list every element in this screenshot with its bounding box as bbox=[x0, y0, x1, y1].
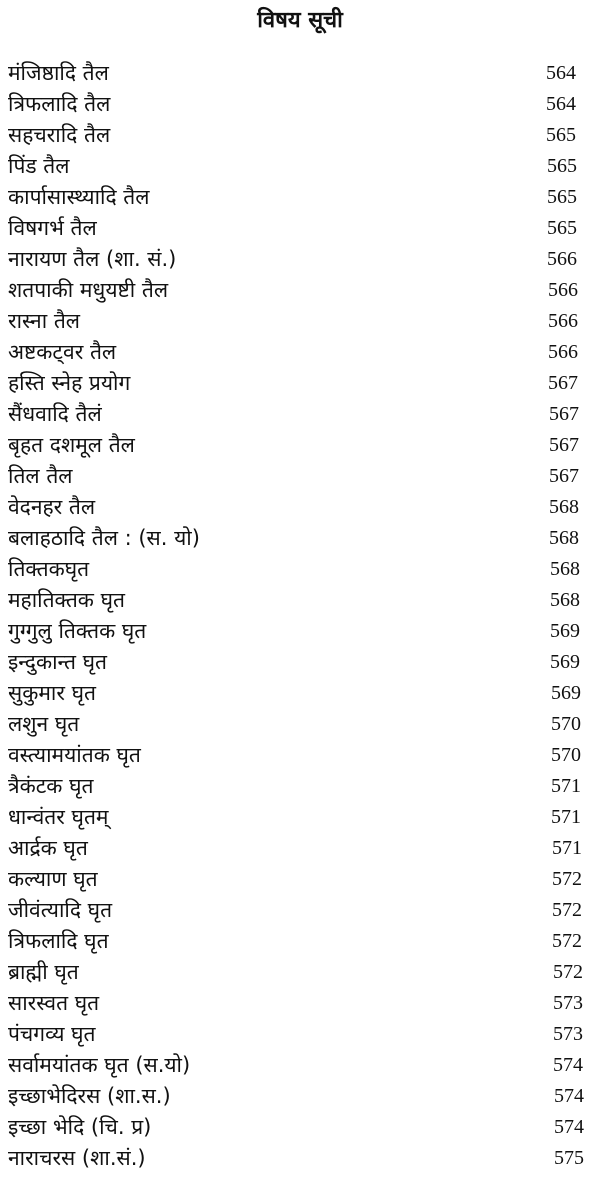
toc-entry-page-number: 568 bbox=[550, 558, 580, 580]
toc-entry-page-number: 565 bbox=[547, 155, 577, 177]
page-title: विषय सूची bbox=[257, 8, 343, 33]
toc-entry-title: तिल तैल bbox=[8, 464, 73, 488]
toc-entry-page-number: 572 bbox=[553, 961, 583, 983]
toc-entry bbox=[0, 58, 600, 89]
toc-entry-title: शतपाकी मधुयष्टी तैल bbox=[8, 278, 169, 302]
toc-entry bbox=[0, 182, 600, 213]
toc-entry-page-number: 575 bbox=[554, 1147, 584, 1169]
toc-entry-page-number: 569 bbox=[550, 620, 580, 642]
toc-entry-title: बलाहठादि तैल : (स. यो) bbox=[8, 526, 200, 550]
toc-entry bbox=[0, 678, 600, 709]
toc-entry-page-number: 571 bbox=[552, 837, 582, 859]
toc-entry-title: महातिक्तक घृत bbox=[8, 588, 125, 612]
toc-entry bbox=[0, 833, 600, 864]
toc-entry bbox=[0, 306, 600, 337]
toc-entry-page-number: 567 bbox=[549, 434, 579, 456]
toc-entry-page-number: 573 bbox=[553, 992, 583, 1014]
toc-entry-page-number: 574 bbox=[553, 1054, 583, 1076]
toc-entry-page-number: 569 bbox=[551, 682, 581, 704]
toc-entry-page-number: 564 bbox=[546, 93, 576, 115]
toc-entry-title: तिक्तकघृत bbox=[8, 557, 90, 581]
toc-entry-page-number: 567 bbox=[548, 372, 578, 394]
toc-entry bbox=[0, 120, 600, 151]
toc-entry-page-number: 565 bbox=[547, 217, 577, 239]
toc-entry-title: पिंड तैल bbox=[8, 154, 70, 178]
toc-entry-title: मंजिष्ठादि तैल bbox=[8, 61, 109, 85]
toc-entry-page-number: 574 bbox=[554, 1085, 584, 1107]
toc-entry-page-number: 567 bbox=[549, 403, 579, 425]
toc-entry-page-number: 566 bbox=[548, 279, 578, 301]
toc-entry bbox=[0, 957, 600, 988]
toc-entry bbox=[0, 1019, 600, 1050]
toc-entry bbox=[0, 368, 600, 399]
toc-entry bbox=[0, 275, 600, 306]
toc-entry-title: सारस्वत घृत bbox=[8, 991, 100, 1015]
toc-entry bbox=[0, 616, 600, 647]
toc-entry-page-number: 572 bbox=[552, 868, 582, 890]
toc-entry-page-number: 566 bbox=[547, 248, 577, 270]
toc-entry bbox=[0, 461, 600, 492]
toc-entry bbox=[0, 1112, 600, 1143]
toc-entry bbox=[0, 337, 600, 368]
toc-list bbox=[0, 58, 600, 1174]
toc-entry-title: सर्वामयांतक घृत (स.यो) bbox=[8, 1053, 191, 1077]
toc-entry bbox=[0, 492, 600, 523]
toc-entry-title: बृहत दशमूल तैल bbox=[8, 433, 135, 457]
toc-entry-title: वेदनहर तैल bbox=[8, 495, 96, 519]
toc-entry bbox=[0, 740, 600, 771]
toc-entry-page-number: 565 bbox=[547, 186, 577, 208]
toc-entry-page-number: 569 bbox=[550, 651, 580, 673]
toc-entry-title: लशुन घृत bbox=[8, 712, 80, 736]
toc-entry-title: आर्द्रक घृत bbox=[8, 836, 88, 860]
toc-entry bbox=[0, 771, 600, 802]
toc-entry bbox=[0, 244, 600, 275]
toc-entry-title: धान्वंतर घृतम् bbox=[8, 805, 109, 829]
toc-entry-title: इच्छा भेदि (चि. प्र) bbox=[8, 1115, 152, 1139]
toc-entry-title: त्रिफलादि घृत bbox=[8, 929, 109, 953]
toc-entry bbox=[0, 647, 600, 678]
toc-entry-page-number: 568 bbox=[550, 589, 580, 611]
toc-entry-page-number: 564 bbox=[546, 62, 576, 84]
toc-entry-page-number: 566 bbox=[548, 310, 578, 332]
toc-entry-title: इन्दुकान्त घृत bbox=[8, 650, 108, 674]
toc-entry-title: त्रैकंटक घृत bbox=[8, 774, 94, 798]
toc-entry-title: अष्टकट्वर तैल bbox=[8, 340, 117, 364]
toc-entry-page-number: 571 bbox=[551, 775, 581, 797]
toc-entry-page-number: 574 bbox=[554, 1116, 584, 1138]
toc-entry-title: ब्राह्मी घृत bbox=[8, 960, 79, 984]
toc-entry-title: गुग्गुलु तिक्तक घृत bbox=[8, 619, 147, 643]
toc-entry bbox=[0, 213, 600, 244]
toc-entry bbox=[0, 399, 600, 430]
toc-entry-page-number: 571 bbox=[551, 806, 581, 828]
toc-entry-page-number: 567 bbox=[549, 465, 579, 487]
toc-entry bbox=[0, 802, 600, 833]
toc-entry bbox=[0, 585, 600, 616]
toc-entry-title: पंचगव्य घृत bbox=[8, 1022, 96, 1046]
toc-entry-title: कल्याण घृत bbox=[8, 867, 98, 891]
toc-entry-title: विषगर्भ तैल bbox=[8, 216, 97, 240]
toc-entry-title: हस्ति स्नेह प्रयोग bbox=[8, 371, 131, 395]
toc-entry bbox=[0, 1050, 600, 1081]
toc-entry-page-number: 568 bbox=[549, 496, 579, 518]
toc-entry-title: रास्ना तैल bbox=[8, 309, 81, 333]
toc-entry bbox=[0, 151, 600, 182]
toc-entry bbox=[0, 554, 600, 585]
toc-entry bbox=[0, 864, 600, 895]
toc-entry bbox=[0, 1081, 600, 1112]
toc-entry bbox=[0, 926, 600, 957]
toc-entry-title: सहचरादि तैल bbox=[8, 123, 111, 147]
toc-entry-page-number: 570 bbox=[551, 713, 581, 735]
toc-entry-title: सैंधवादि तैलं bbox=[8, 402, 102, 426]
toc-entry-title: त्रिफलादि तैल bbox=[8, 92, 111, 116]
toc-entry bbox=[0, 430, 600, 461]
toc-entry-title: वस्त्यामयांतक घृत bbox=[8, 743, 141, 767]
toc-entry-title: इच्छाभेदिरस (शा.स.) bbox=[8, 1084, 171, 1108]
toc-entry bbox=[0, 895, 600, 926]
toc-entry-page-number: 570 bbox=[551, 744, 581, 766]
toc-entry-title: सुकुमार घृत bbox=[8, 681, 96, 705]
toc-entry-page-number: 568 bbox=[549, 527, 579, 549]
toc-entry-title: कार्पासास्थ्यादि तैल bbox=[8, 185, 150, 209]
toc-entry bbox=[0, 1143, 600, 1174]
toc-entry bbox=[0, 988, 600, 1019]
toc-entry-page-number: 572 bbox=[552, 930, 582, 952]
toc-entry bbox=[0, 89, 600, 120]
toc-entry-title: नारायण तैल (शा. सं.) bbox=[8, 247, 177, 271]
toc-entry bbox=[0, 523, 600, 554]
toc-entry bbox=[0, 709, 600, 740]
toc-entry-page-number: 573 bbox=[553, 1023, 583, 1045]
toc-entry-title: जीवंत्यादि घृत bbox=[8, 898, 113, 922]
toc-entry-page-number: 566 bbox=[548, 341, 578, 363]
toc-entry-page-number: 565 bbox=[546, 124, 576, 146]
toc-entry-title: नाराचरस (शा.सं.) bbox=[8, 1146, 146, 1170]
toc-entry-page-number: 572 bbox=[552, 899, 582, 921]
